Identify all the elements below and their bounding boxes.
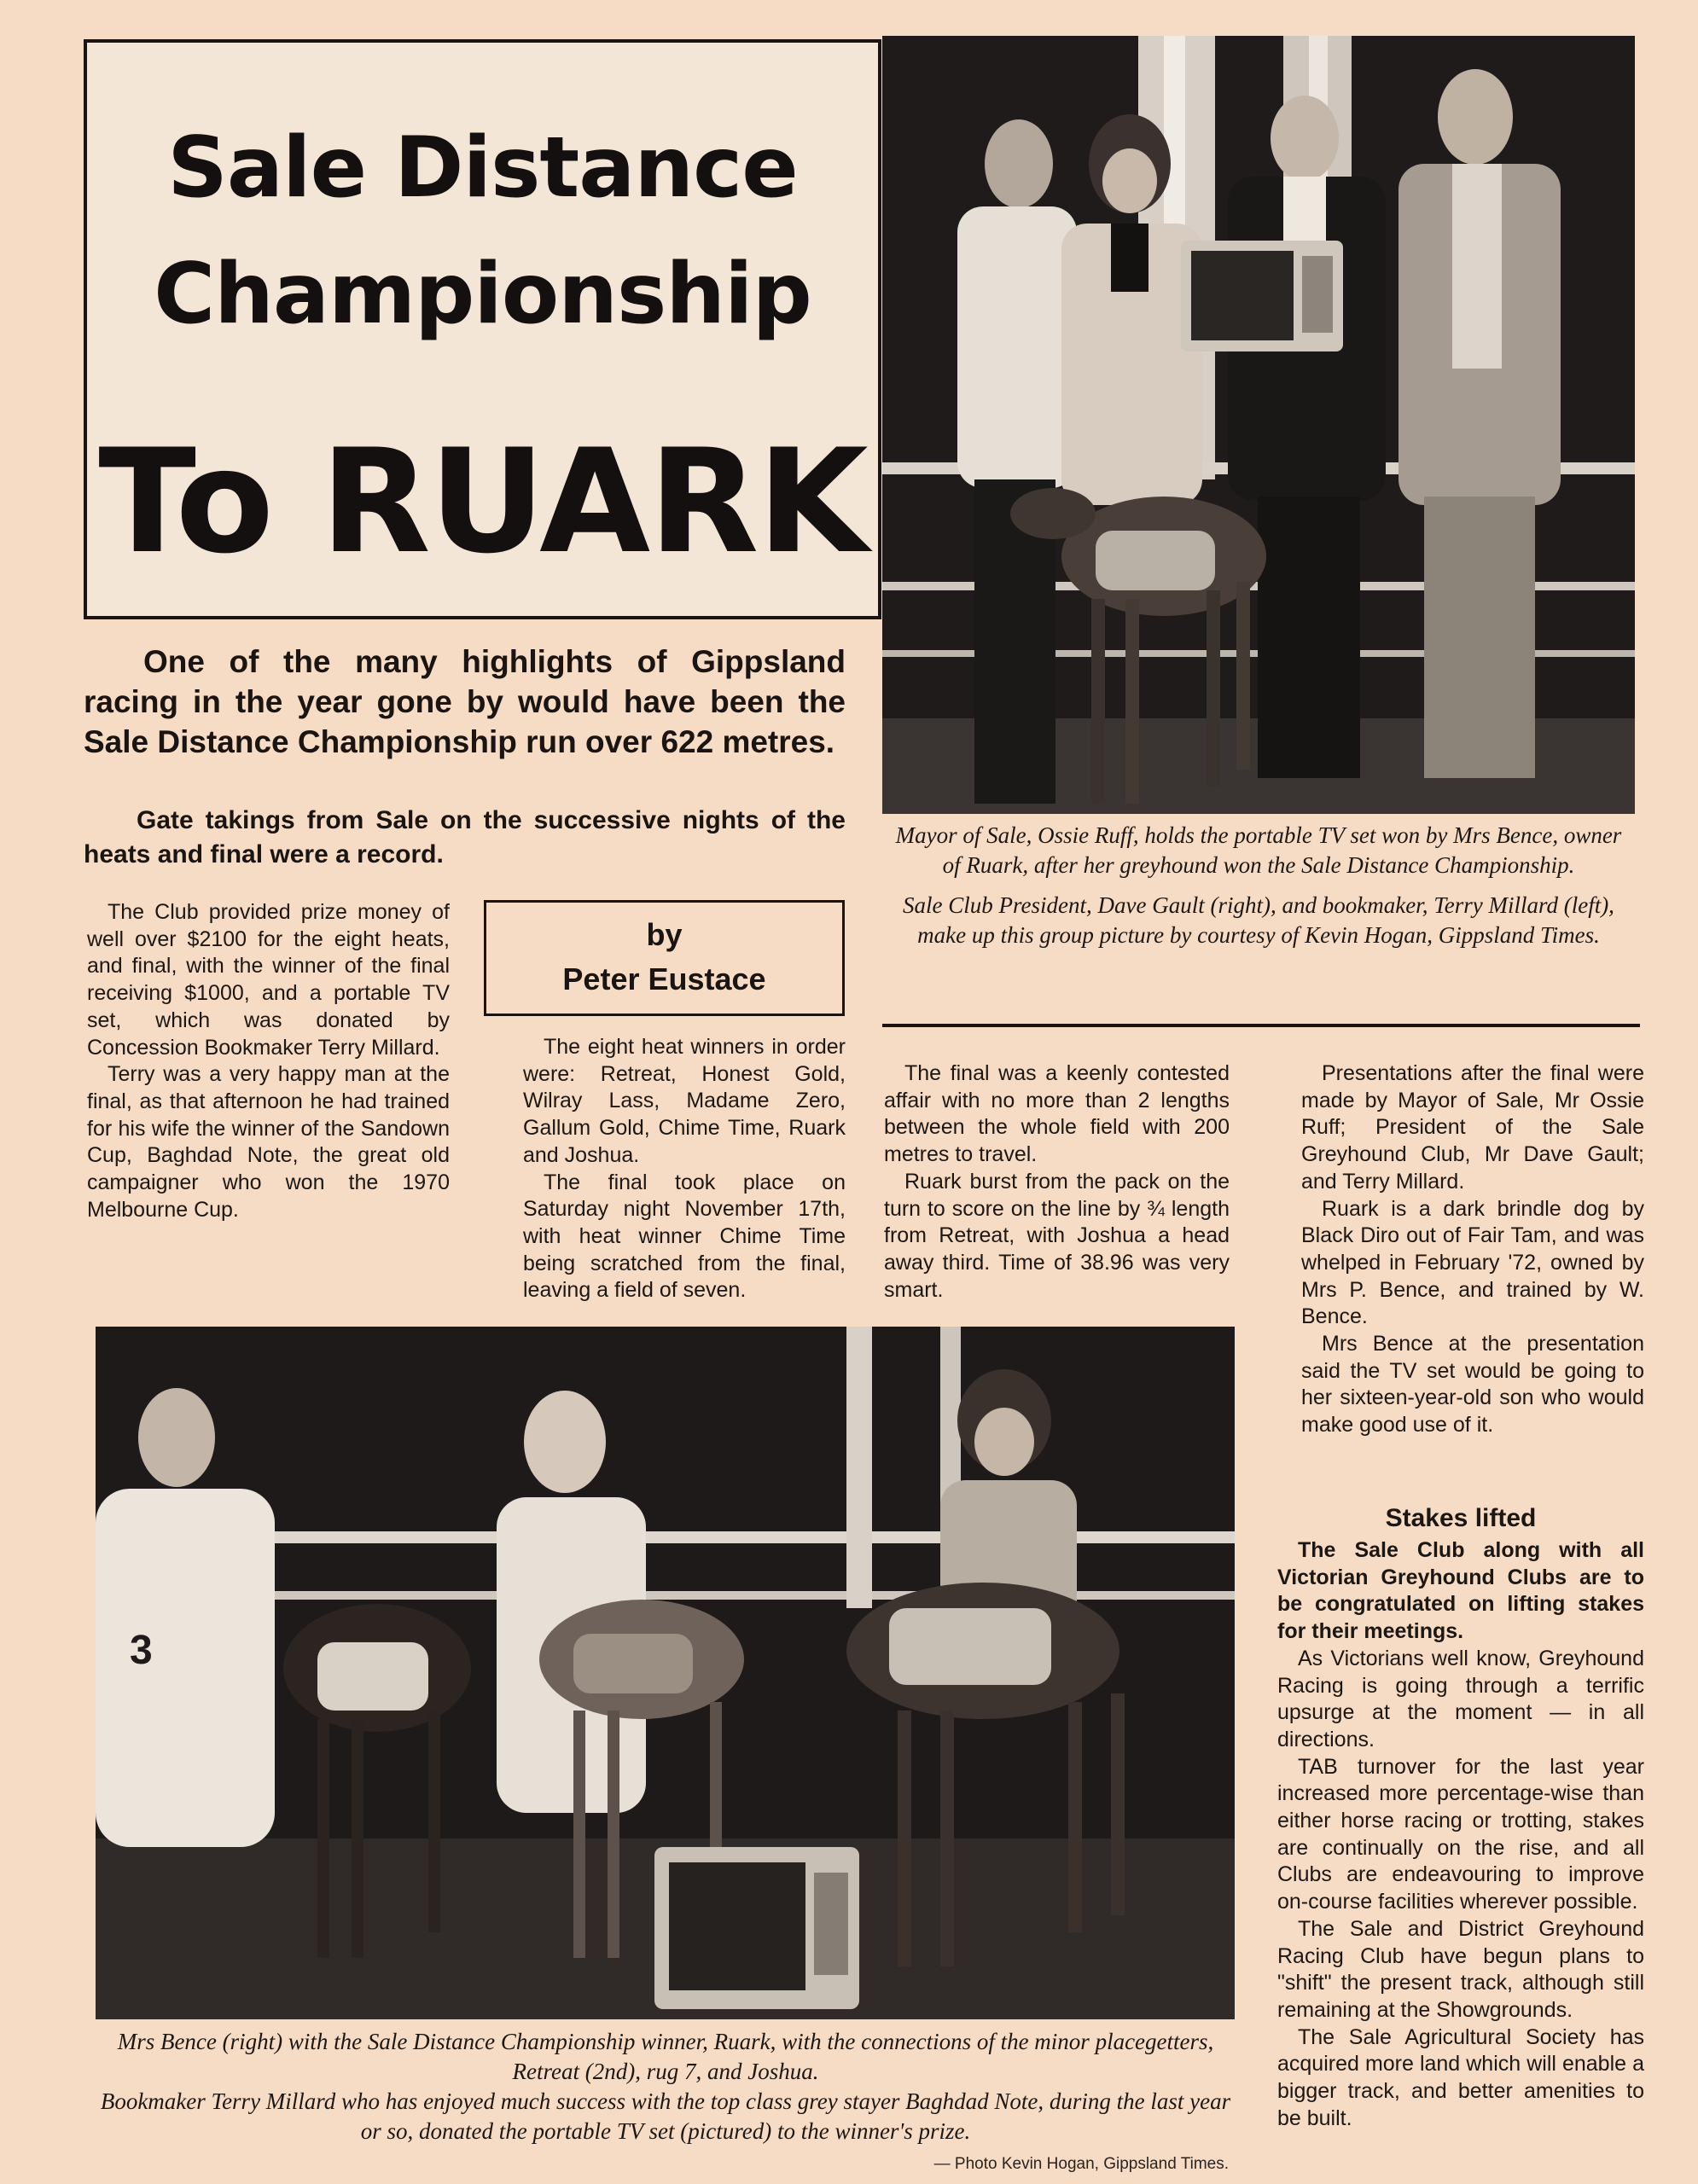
headline-box <box>84 39 881 619</box>
photo-top-caption-1: Mayor of Sale, Ossie Ruff, holds the portable TV set won by Mrs Bence, owner of Ruark, after her greyhound won the Sale Distance Championship. <box>895 822 1622 878</box>
headline-line-3: To RUARK <box>98 418 867 585</box>
photo-bottom-caption-1: Mrs Bence (right) with the Sale Distance Championship winner, Ruark, with the connections of the minor placegetters, Retreat (2nd), rug 7, and Joshua. <box>117 2029 1214 2084</box>
paragraph: The eight heat winners in order were: Retreat, Honest Gold, Wilray Lass, Madame Zero, Gallum Gold, Chime Time, Ruark and Joshua. <box>523 1035 846 1167</box>
photo-bottom-caption-2: Bookmaker Terry Millard who has enjoyed much success with the top class grey stayer Baghdad Note, during the last year or so, donated the portable TV set (pictured) to the winner's prize. <box>100 2088 1231 2144</box>
paragraph: Presentations after the final were made by Mayor of Sale, Mr Ossie Ruff; President of the Sale Greyhound Club, Mr Dave Gault; and Terry Millard. <box>1301 1061 1644 1194</box>
body-column-4 <box>1301 1060 1644 1439</box>
photo-presentation-illustration <box>882 36 1635 814</box>
photo-bottom-caption <box>90 2027 1242 2157</box>
photo-placegetters <box>96 1327 1235 2019</box>
paragraph: The Sale and District Greyhound Racing Club have begun plans to "shift" the present track, although still remaining at the Showgrounds. <box>1277 1916 1644 2022</box>
paragraph: TAB turnover for the last year increased more percentage-wise than either horse racing or trotting, stakes are continually on the rise, and all Clubs are endeavouring to improve on-course facilities wherever possible. <box>1277 1754 1644 1914</box>
photo-top-caption <box>887 821 1630 961</box>
intro-sub <box>84 804 846 872</box>
byline-box <box>484 900 845 1016</box>
paragraph: Mrs Bence at the presentation said the TV set would be going to her sixteen-year-old son who would make good use of it. <box>1301 1332 1644 1438</box>
intro-lead-text: One of the many highlights of Gippsland racing in the year gone by would have been the Sale Distance Championship run over 622 metres. <box>84 644 846 759</box>
byline-by: by <box>646 917 683 952</box>
body-column-2 <box>523 1034 846 1304</box>
paragraph: Ruark burst from the pack on the turn to score on the line by ¾ length from Retreat, with Joshua a head away third. Time of 38.96 was very smart. <box>884 1169 1230 1302</box>
photo-top-caption-2: Sale Club President, Dave Gault (right), and bookmaker, Terry Millard (left), make up this group picture by courtesy of Kevin Hogan, Gippsland Times. <box>903 892 1614 948</box>
body-column-1 <box>87 899 450 1223</box>
paragraph: Terry was a very happy man at the final, as that afternoon he had trained for his wife the winner of the Sandown Cup, Baghdad Note, the great old campaigner who won the 1970 Melbourne Cup. <box>87 1062 450 1222</box>
intro-sub-text: Gate takings from Sale on the successive nights of the heats and final were a record. <box>84 806 846 868</box>
photo-placegetters-illustration <box>96 1327 1235 2019</box>
section-divider <box>882 1024 1640 1027</box>
stakes-section <box>1277 1500 1644 2132</box>
stakes-lead: The Sale Club along with all Victorian Greyhound Clubs are to be congratulated on lifting stakes for their meetings. <box>1277 1538 1644 1644</box>
paragraph: The final was a keenly contested affair with no more than 2 lengths between the whole field with 200 metres to travel. <box>884 1061 1230 1167</box>
paragraph: As Victorians well know, Greyhound Racing is going through a terrific upsurge at the moment — in all directions. <box>1277 1646 1644 1751</box>
byline-author: Peter Eustace <box>562 961 766 996</box>
rug-number: 3 <box>130 1628 153 1673</box>
stakes-heading: Stakes lifted <box>1385 1504 1537 1532</box>
headline-line-2: Championship <box>154 246 811 343</box>
photo-credit: — Photo Kevin Hogan, Gippsland Times. <box>933 2155 1229 2173</box>
headline-line-1: Sale Distance <box>167 119 798 217</box>
intro-lead <box>84 642 846 762</box>
body-column-3 <box>884 1060 1230 1304</box>
photo-presentation-group <box>882 36 1635 814</box>
paragraph: Ruark is a dark brindle dog by Black Diro out of Fair Tam, and was whelped in February '72, owned by Mrs P. Bence, and trained by W. Bence. <box>1301 1196 1644 1329</box>
paragraph: The Sale Agricultural Society has acquired more land which will enable a bigger track, and better amenities to be built. <box>1277 2024 1644 2130</box>
paragraph: The Club provided prize money of well over $2100 for the eight heats, and final, with the winner of the final receiving $1000, and a portable TV set, which was donated by Concession Bookmaker Terry Millard. <box>87 900 450 1060</box>
paragraph: The final took place on Saturday night November 17th, with heat winner Chime Time being scratched from the final, leaving a field of seven. <box>523 1170 846 1303</box>
